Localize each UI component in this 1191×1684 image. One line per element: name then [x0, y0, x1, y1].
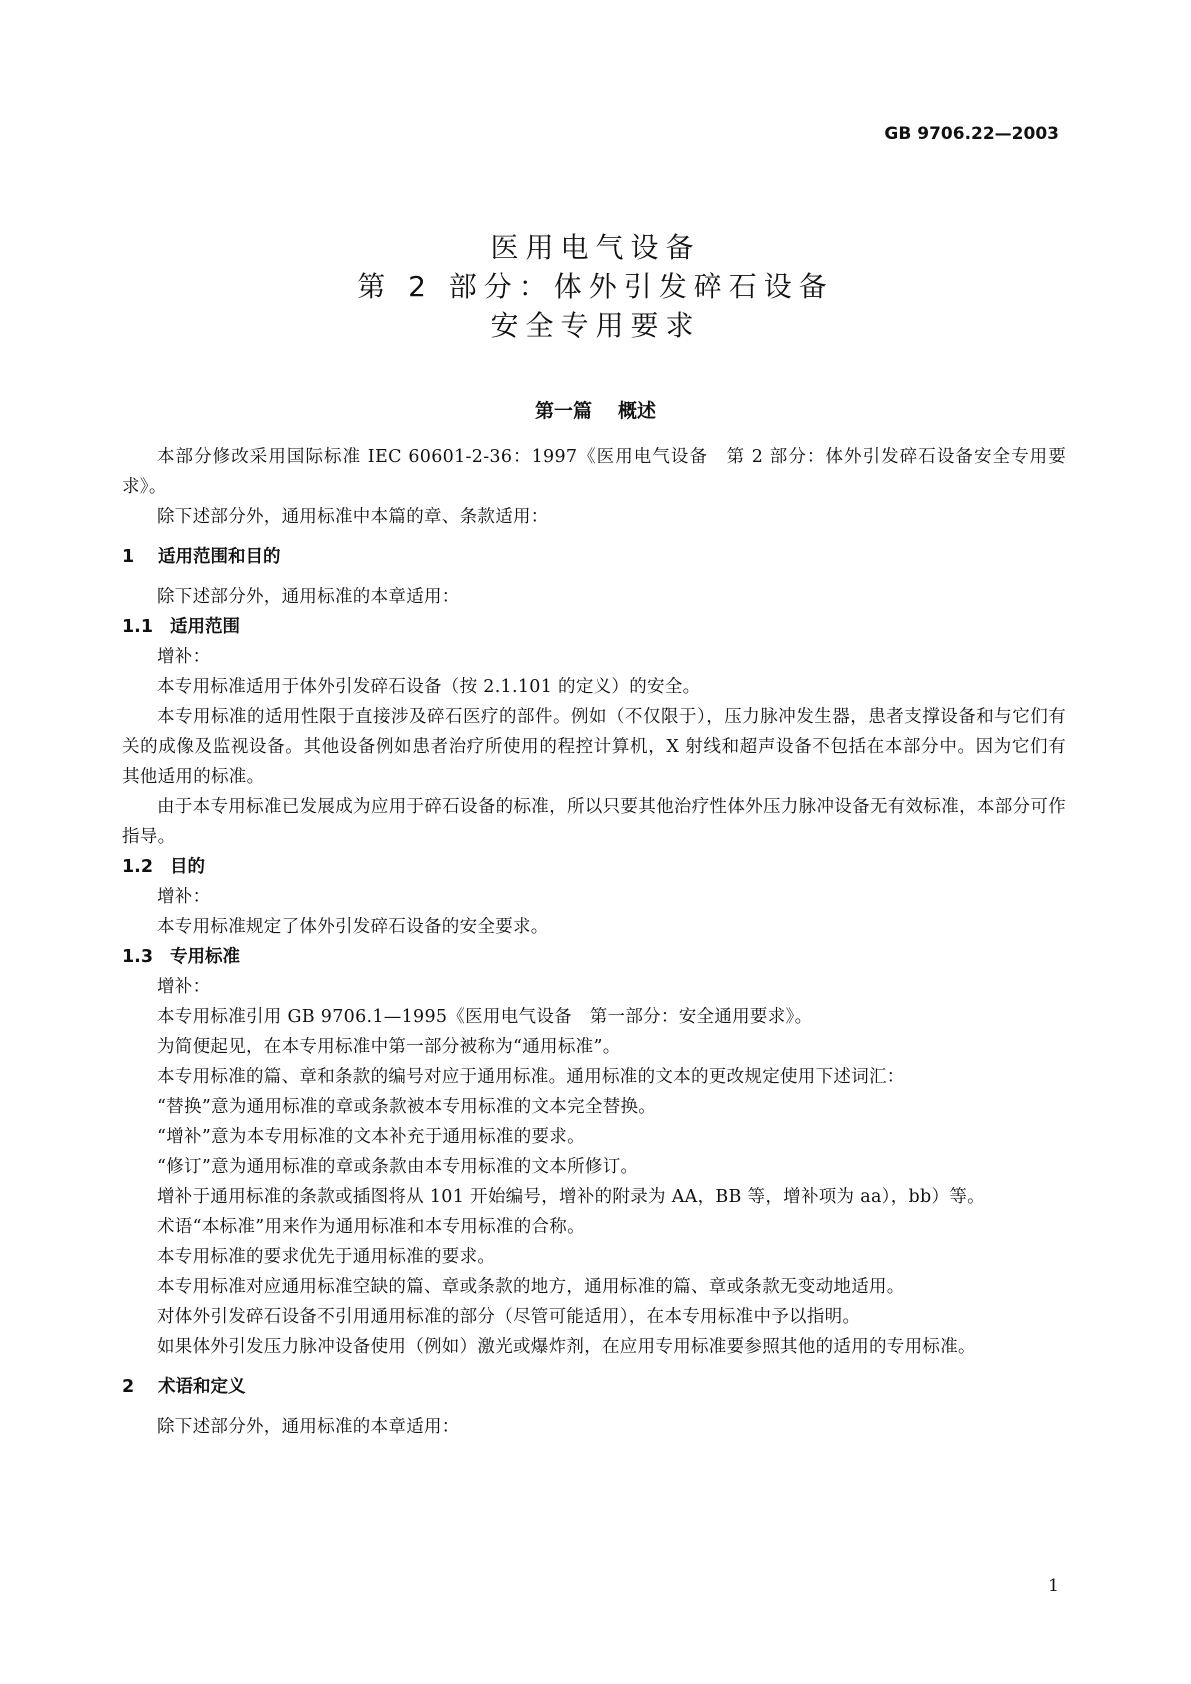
title-line-3: 安全专用要求: [490, 309, 701, 342]
intro-paragraph: 除下述部分外，通用标准中本篇的章、条款适用：: [157, 507, 549, 527]
section-number: 2: [122, 1377, 135, 1397]
section-title: 适用范围: [170, 617, 240, 637]
paragraph: 术语“本标准”用来作为通用标准和本专用标准的合称。: [157, 1217, 585, 1237]
paragraph: 本专用标准规定了体外引发碎石设备的安全要求。: [157, 917, 549, 937]
part-heading: [0, 396, 1191, 423]
paragraph: 本专用标准的要求优先于通用标准的要求。: [157, 1247, 496, 1267]
supplement-label: 增补：: [157, 887, 211, 907]
standard-number: GB 9706.22—2003: [884, 124, 1059, 144]
paragraph: 本专用标准适用于体外引发碎石设备（按 2.1.101 的定义）的安全。: [157, 677, 701, 697]
section-2-text: 除下述部分外，通用标准的本章适用：: [157, 1417, 460, 1437]
section-title: 适用范围和目的: [158, 547, 281, 567]
section-1-1-heading: [122, 612, 1066, 642]
section-title: 专用标准: [170, 947, 240, 967]
section-1-text: 除下述部分外，通用标准的本章适用：: [157, 587, 460, 607]
part-name: 概述: [618, 400, 657, 422]
section-number: 1.2: [122, 857, 154, 877]
paragraph: 由于本专用标准已发展成为应用于碎石设备的标准，所以只要其他治疗性体外压力脉冲设备无有效标准，本部分可作指导。: [122, 797, 1066, 847]
paragraph: 本专用标准的篇、章和条款的编号对应于通用标准。通用标准的文本的更改规定使用下述词汇：: [157, 1067, 905, 1087]
section-number: 1: [122, 547, 135, 567]
section-title: 目的: [170, 857, 205, 877]
page-number: 1: [1048, 1576, 1059, 1596]
paragraph: 本专用标准的适用性限于直接涉及碎石医疗的部件。例如（不仅限于），压力脉冲发生器，患者支撑设备和与它们有关的成像及监视设备。其他设备例如患者治疗所使用的程控计算机，X 射线和超声设备不包括在本部分中。因为它们有其他适用的标准。: [122, 707, 1066, 787]
paragraph: 对体外引发碎石设备不引用通用标准的部分（尽管可能适用），在本专用标准中予以指明。: [157, 1307, 861, 1327]
paragraph: “增补”意为本专用标准的文本补充于通用标准的要求。: [157, 1127, 585, 1147]
paragraph: 本专用标准引用 GB 9706.1—1995《医用电气设备 第一部分：安全通用要求》。: [157, 1007, 813, 1027]
section-number: 1.1: [122, 617, 154, 637]
paragraph: “替换”意为通用标准的章或条款被本专用标准的文本完全替换。: [157, 1097, 657, 1117]
section-2-heading: [122, 1372, 1066, 1402]
section-title: 术语和定义: [158, 1377, 246, 1397]
title-line-1: 医用电气设备: [490, 231, 701, 264]
section-1-2-heading: [122, 852, 1066, 882]
paragraph: 增补于通用标准的条款或插图将从 101 开始编号，增补的附录为 AA，BB 等，增补项为 aa），bb）等。: [157, 1187, 985, 1207]
document-body: [122, 442, 1066, 1442]
section-1-3-heading: [122, 942, 1066, 972]
paragraph: 为简便起见，在本专用标准中第一部分被称为“通用标准”。: [157, 1037, 621, 1057]
intro-paragraph: 本部分修改采用国际标准 IEC 60601-2-36：1997《医用电气设备 第 2 部分：体外引发碎石设备安全专用要求》。: [122, 447, 1066, 497]
paragraph: 如果体外引发压力脉冲设备使用（例如）激光或爆炸剂，在应用专用标准要参照其他的适用的专用标准。: [157, 1337, 976, 1357]
supplement-label: 增补：: [157, 647, 211, 667]
section-number: 1.3: [122, 947, 154, 967]
paragraph: 本专用标准对应通用标准空缺的篇、章或条款的地方，通用标准的篇、章或条款无变动地适用。: [157, 1277, 905, 1297]
supplement-label: 增补：: [157, 977, 211, 997]
paragraph: “修订”意为通用标准的章或条款由本专用标准的文本所修订。: [157, 1157, 639, 1177]
title-line-2: 第 2 部分：体外引发碎石设备: [357, 270, 834, 303]
section-1-heading: [122, 542, 1066, 572]
part-label: 第一篇: [534, 400, 592, 422]
